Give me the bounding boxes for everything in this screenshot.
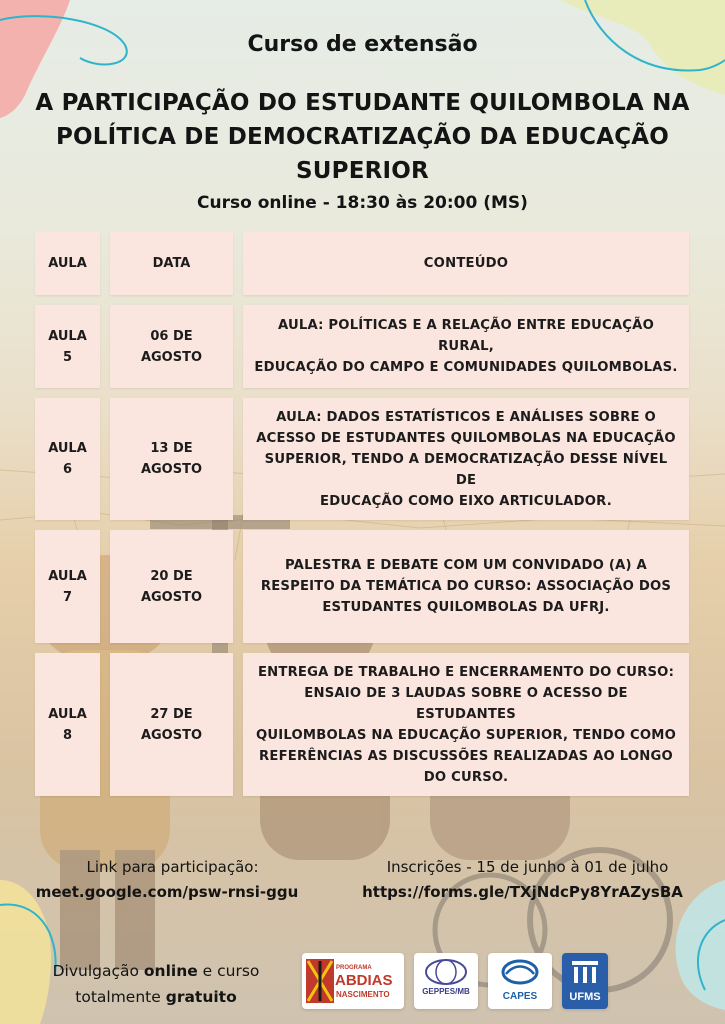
course-title-line-2: POLÍTICA DE DEMOCRATIZAÇÃO DA EDUCAÇÃO SUPERIOR: [55, 124, 670, 184]
signup-period-label: Inscrições - 15 de junho à 01 de julho: [386, 858, 669, 876]
table-header-conteudo: CONTEÚDO: [243, 232, 689, 295]
cell-line: 06 DE: [150, 328, 193, 344]
geppes-logo: [414, 953, 478, 1009]
cell-line: EDUCAÇÃO COMO EIXO ARTICULADOR.: [320, 493, 612, 509]
cell-line: 7: [62, 589, 73, 605]
table-cell-data: [110, 530, 233, 643]
cell-line: AGOSTO: [140, 462, 203, 477]
course-title-line-1: A PARTICIPAÇÃO DO ESTUDANTE QUILOMBOLA NA: [35, 90, 690, 116]
table-cell-aula: [35, 398, 100, 520]
abdias-main-text: ABDIAS: [335, 972, 393, 989]
cell-line: SUPERIOR, TENDO A DEMOCRATIZAÇÃO DESSE NÍVEL DE: [264, 451, 668, 488]
cell-line: AULA: POLÍTICAS E A RELAÇÃO ENTRE EDUCAÇÃO RURAL,: [278, 318, 654, 354]
cell-line: ESTUDANTES QUILOMBOLAS DA UFRJ.: [322, 600, 610, 615]
abdias-emblem-icon: [306, 959, 334, 1003]
table-header-data: DATA: [110, 232, 233, 295]
cell-line: 20 DE: [150, 568, 193, 584]
cell-text-data: [141, 566, 202, 608]
cell-text-conteudo: [253, 315, 679, 378]
cell-line: AGOSTO: [140, 727, 203, 743]
cell-line: REFERÊNCIAS AS DISCUSSÕES REALIZADAS AO LONGO: [259, 748, 673, 764]
cell-line: ENTREGA DE TRABALHO E ENCERRAMENTO DO CURSO:: [257, 664, 675, 680]
promo-free: gratuito: [165, 988, 237, 1006]
abdias-top-text: PROGRAMA: [336, 965, 372, 971]
table-cell-conteudo: [243, 530, 689, 643]
cell-line: RESPEITO DA TEMÁTICA DO CURSO: ASSOCIAÇÃO DOS: [260, 579, 672, 594]
ufms-logo: [562, 953, 608, 1009]
cell-line: ACESSO DE ESTUDANTES QUILOMBOLAS NA EDUCAÇÃO: [256, 430, 676, 446]
cell-text-data: [141, 438, 202, 480]
free-course-line-1: [22, 958, 290, 984]
table-header-aula: AULA: [35, 232, 100, 295]
cell-line: AGOSTO: [140, 589, 203, 605]
course-title: [10, 86, 715, 188]
promo-text: Divulgação: [52, 962, 144, 980]
promo-online: online: [143, 962, 198, 980]
table-cell-conteudo: [243, 398, 689, 520]
cell-line: 8: [62, 727, 73, 743]
cell-line: AULA: [48, 568, 87, 584]
table-cell-data: [110, 653, 233, 796]
meet-link-label: Link para participação:: [86, 858, 259, 876]
cell-line: QUILOMBOLAS NA EDUCAÇÃO SUPERIOR, TENDO COMO: [255, 727, 677, 743]
cell-text-aula: [48, 326, 87, 368]
cell-line: ENSAIO DE 3 LAUDAS SOBRE O ACESSO DE ESTUDANTES: [304, 685, 628, 722]
cell-text-data: [141, 704, 202, 746]
cell-line: 6: [62, 462, 73, 477]
cell-line: AULA: [48, 328, 87, 344]
meet-link-url[interactable]: meet.google.com/psw-rnsi-ggu: [35, 883, 299, 901]
cell-text-conteudo: [253, 407, 679, 512]
cell-text-data: [141, 326, 202, 368]
cell-line: AULA: [48, 441, 87, 456]
signup-form-url[interactable]: https://forms.gle/TXjNdcPy8YrAZysBA: [362, 883, 683, 901]
table-cell-data: [110, 398, 233, 520]
table-cell-aula: [35, 653, 100, 796]
cell-line: AULA: DADOS ESTATÍSTICOS E ANÁLISES SOBRE O: [276, 409, 656, 425]
table-cell-aula: [35, 305, 100, 388]
cell-line: PALESTRA E DEBATE COM UM CONVIDADO (A) A: [285, 558, 647, 573]
course-type-heading: Curso de extensão: [247, 32, 478, 57]
capes-emblem-icon: [500, 958, 540, 986]
cell-text-aula: [48, 566, 87, 608]
cell-line: DO CURSO.: [423, 769, 509, 785]
capes-text: CAPES: [502, 991, 538, 1002]
table-cell-conteudo: [243, 653, 689, 796]
free-course-line-2: [22, 984, 290, 1010]
ufms-emblem-icon: [570, 957, 600, 987]
promo-text-2: totalmente: [75, 988, 166, 1006]
ufms-text: UFMS: [569, 991, 601, 1003]
cell-line: AULA: [48, 706, 87, 722]
cell-line: 27 DE: [150, 706, 193, 722]
capes-logo: [488, 953, 552, 1009]
abdias-bottom-text: NASCIMENTO: [336, 990, 390, 999]
promo-text-mid: e curso: [197, 962, 260, 980]
cell-text-aula: [48, 438, 87, 480]
cell-text-conteudo: [261, 555, 671, 618]
cell-line: 13 DE: [150, 441, 193, 456]
geppes-emblem-icon: [423, 958, 469, 986]
schedule-subtitle: Curso online - 18:30 às 20:00 (MS): [197, 193, 528, 213]
free-course-note: [22, 958, 290, 1010]
table-cell-aula: [35, 530, 100, 643]
cell-line: AGOSTO: [140, 349, 203, 365]
table-cell-data: [110, 305, 233, 388]
cell-line: 5: [62, 349, 73, 365]
cell-line: EDUCAÇÃO DO CAMPO E COMUNIDADES QUILOMBOLAS.: [254, 360, 678, 375]
table-cell-conteudo: [243, 305, 689, 388]
cell-text-aula: [48, 704, 87, 746]
abdias-nascimento-logo: [302, 953, 404, 1009]
cell-text-conteudo: [253, 662, 679, 788]
geppes-text: GEPPES/MB: [422, 987, 470, 996]
